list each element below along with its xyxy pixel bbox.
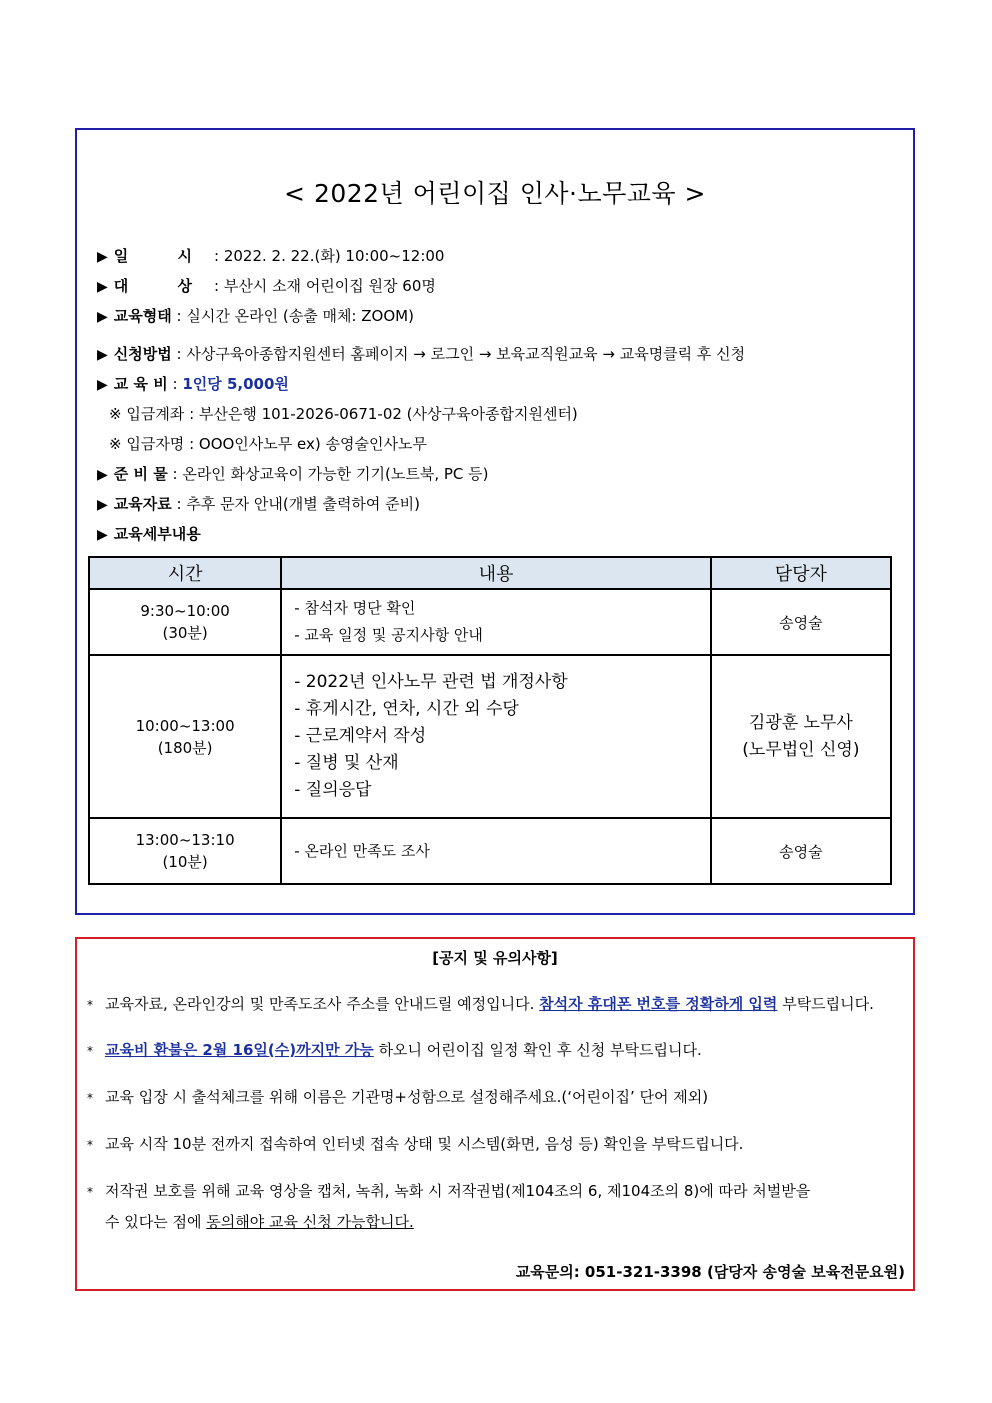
apply-label: 신청방법 — [113, 345, 172, 363]
list-item: - 온라인 만족도 조사 — [294, 841, 430, 860]
row-content — [281, 589, 711, 655]
table-header-row — [89, 557, 891, 589]
row-content — [281, 818, 711, 884]
target-label: 대 상 — [113, 277, 214, 295]
notice-box — [75, 937, 915, 1291]
arrow-icon: ▶ — [97, 497, 108, 513]
list-item: - 질병 및 산재 — [294, 753, 399, 773]
info-detail — [97, 523, 201, 544]
page-title: < 2022년 어린이집 인사·노무교육 > — [284, 179, 706, 208]
info-format: ▶ 교육형태 : 실시간 온라인 (송출 매체: ZOOM) — [97, 307, 414, 325]
depositor-note: ※ 입금자명 : OOO인사노무 ex) 송영술인사노무 — [109, 435, 427, 453]
arrow-icon: ▶ — [97, 527, 108, 543]
arrow-icon: ▶ — [97, 309, 108, 325]
apply-value: 사상구육아종합지원센터 홈페이지 → 로그인 → 보육교직원교육 → 교육명클릭 후 신청 — [186, 345, 746, 363]
date-value: 2022. 2. 22.(화) 10:00~12:00 — [223, 247, 445, 265]
bullet-icon: * — [87, 1044, 93, 1058]
list-item: - 질의응답 — [294, 780, 372, 800]
bullet-icon: * — [87, 1138, 93, 1152]
target-value: 부산시 소재 어린이집 원장 60명 — [223, 277, 436, 295]
fee-value: 1인당 5,000원 — [182, 375, 289, 393]
list-item: - 2022년 인사노무 관련 법 개정사항 — [294, 672, 568, 692]
info-target: ▶ 대 상: 부산시 소재 어린이집 원장 60명 — [97, 277, 436, 295]
date-label: 일 시 — [113, 247, 214, 265]
arrow-icon: ▶ — [97, 347, 108, 363]
row-time: 13:00~13:10 (10분) — [89, 818, 281, 884]
list-item: - 교육 일정 및 공지사항 안내 — [294, 626, 483, 644]
header-owner: 담당자 — [711, 557, 891, 589]
material-value: 추후 문자 안내(개별 출력하여 준비) — [186, 495, 421, 513]
header-time: 시간 — [89, 557, 281, 589]
schedule-table — [88, 556, 892, 885]
arrow-icon: ▶ — [97, 377, 108, 393]
table-row — [89, 589, 891, 655]
fee-label: 교 육 비 — [113, 375, 168, 393]
table-row — [89, 818, 891, 884]
row-time: 10:00~13:00 (180분) — [89, 655, 281, 818]
education-info-box — [75, 128, 915, 915]
header-content: 내용 — [281, 557, 711, 589]
notice-item-2: * 교육비 환불은 2월 16일(수)까지만 가능 하오니 어린이집 일정 확인 후 신청 부탁드립니다. — [87, 1035, 907, 1066]
row-owner: 송영술 — [711, 818, 891, 884]
bullet-icon: * — [87, 998, 93, 1012]
row-content — [281, 655, 711, 818]
notice-item-1: * 교육자료, 온라인강의 및 만족도조사 주소를 안내드릴 예정입니다. 참석자 휴대폰 번호를 정확하게 입력 부탁드립니다. — [87, 989, 907, 1020]
info-apply: ▶ 신청방법 : 사상구육아종합지원센터 홈페이지 → 로그인 → 보육교직원교육 → 교육명클릭 후 신청 — [97, 345, 746, 363]
detail-label: 교육세부내용 — [113, 525, 201, 543]
arrow-icon: ▶ — [97, 279, 108, 295]
material-label: 교육자료 — [113, 495, 172, 513]
info-material: ▶ 교육자료 : 추후 문자 안내(개별 출력하여 준비) — [97, 495, 421, 513]
info-date: ▶ 일 시: 2022. 2. 22.(화) 10:00~12:00 — [97, 247, 445, 265]
prep-label: 준 비 물 — [113, 465, 168, 483]
info-fee: ▶ 교 육 비 : 1인당 5,000원 — [97, 375, 289, 393]
notice-item-5: * 저작권 보호를 위해 교육 영상을 캡처, 녹취, 녹화 시 저작권법(제104조의 6, 제104조의 8)에 따라 처벌받을 수 있다는 점에 동의해야 교육 신청 가능합니다. — [87, 1176, 907, 1237]
arrow-icon: ▶ — [97, 249, 108, 265]
table-row — [89, 655, 891, 818]
prep-value: 온라인 화상교육이 가능한 기기(노트북, PC 등) — [182, 465, 489, 483]
row-owner: 김광훈 노무사 (노무법인 신영) — [711, 655, 891, 818]
list-item: - 근로계약서 작성 — [294, 726, 427, 746]
row-owner: 송영술 — [711, 589, 891, 655]
notice-item-4: * 교육 시작 10분 전까지 접속하여 인터넷 접속 상태 및 시스템(화면, 음성 등) 확인을 부탁드립니다. — [87, 1129, 907, 1160]
arrow-icon: ▶ — [97, 467, 108, 483]
row-time: 9:30~10:00 (30분) — [89, 589, 281, 655]
account-note: ※ 입금계좌 : 부산은행 101-2026-0671-02 (사상구육아종합지원센터) — [109, 405, 578, 423]
info-prep: ▶ 준 비 물 : 온라인 화상교육이 가능한 기기(노트북, PC 등) — [97, 465, 489, 483]
list-item: - 휴게시간, 연차, 시간 외 수당 — [294, 699, 519, 719]
contact-info: 교육문의: 051-321-3398 (담당자 송영술 보육전문요원) — [515, 1263, 905, 1281]
list-item: - 참석자 명단 확인 — [294, 599, 416, 617]
notice-item-3: * 교육 입장 시 출석체크를 위해 이름은 기관명+성함으로 설정해주세요.(‘어린이집’ 단어 제외) — [87, 1082, 907, 1113]
bullet-icon: * — [87, 1185, 93, 1199]
format-value: 실시간 온라인 (송출 매체: ZOOM) — [186, 307, 414, 325]
format-label: 교육형태 — [113, 307, 172, 325]
bullet-icon: * — [87, 1091, 93, 1105]
notice-title: [공지 및 유의사항] — [432, 949, 558, 967]
